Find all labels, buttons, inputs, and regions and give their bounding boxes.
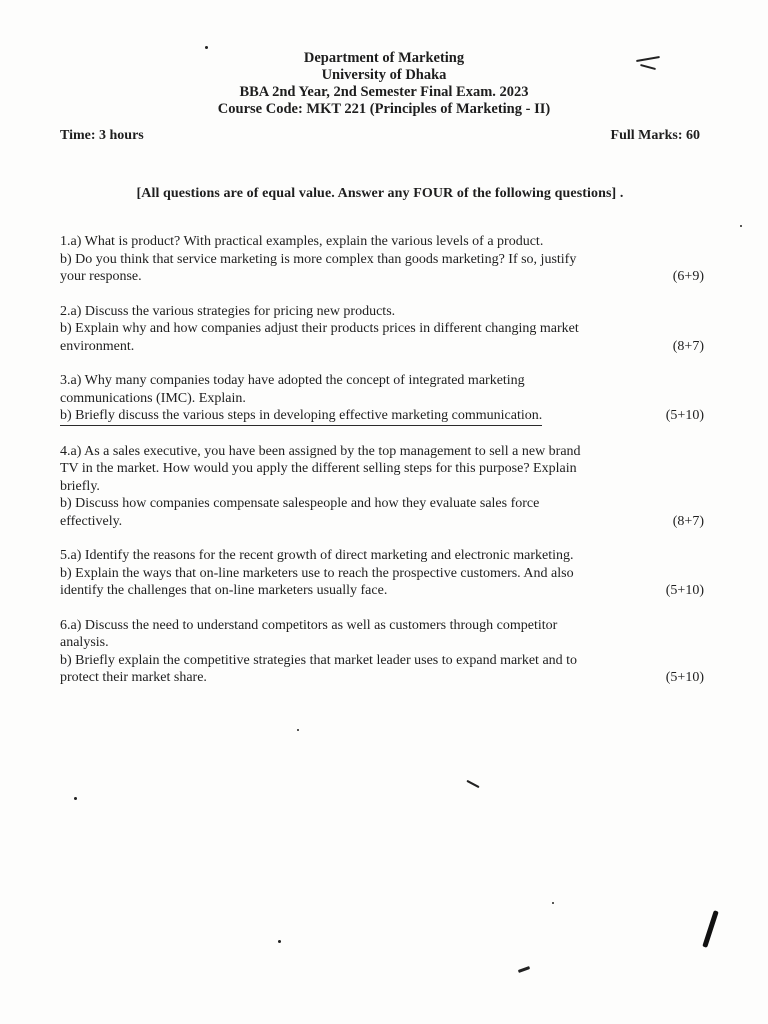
question-line: b) Do you think that service marketing is more complex than goods marketing? If so, justify [60, 251, 577, 267]
question-marks: (6+9) [672, 269, 704, 284]
exam-time: Time: 3 hours [60, 128, 144, 143]
question-6 [60, 617, 704, 687]
question-line: 5.a) Identify the reasons for the recent growth of direct marketing and electronic marketing. [60, 548, 574, 563]
question-1 [60, 233, 704, 286]
scan-speck [297, 729, 299, 731]
question-line: b) Briefly discuss the various steps in developing effective marketing communication. [60, 407, 542, 426]
scan-speck [740, 225, 742, 227]
question-4 [60, 443, 704, 531]
scan-speck [278, 940, 281, 943]
question-3 [60, 372, 704, 426]
question-line: protect their market share. [60, 670, 207, 685]
question-marks: (5+10) [665, 670, 704, 685]
course-code: Course Code: MKT 221 (Principles of Marketing - II) [217, 101, 551, 117]
question-line: effectively. [60, 513, 123, 529]
question-last-row [60, 407, 704, 426]
scan-speck [205, 46, 208, 49]
question-5 [60, 547, 704, 600]
question-line: 6.a) Discuss the need to understand competitors as well as customers through competitor [60, 617, 558, 633]
question-line: identify the challenges that on-line marketers usually face. [60, 583, 388, 598]
question-line: 3.a) Why many companies today have adopted the concept of integrated marketing [60, 373, 525, 388]
question-marks: (8+7) [672, 338, 704, 354]
exam-header [0, 50, 768, 118]
question-line: your response. [60, 269, 142, 284]
question-marks: (8+7) [672, 513, 704, 529]
pen-stroke-mark [702, 910, 718, 948]
question-line: 4.a) As a sales executive, you have been assigned by the top management to sell a new brand [60, 443, 581, 459]
question-line: briefly. [60, 478, 100, 494]
department-name: Department of Marketing [303, 50, 465, 66]
question-line: communications (IMC). Explain. [60, 390, 246, 406]
question-last-row [60, 582, 704, 600]
full-marks: Full Marks: 60 [610, 128, 700, 143]
question-line: 1.a) What is product? With practical examples, explain the various levels of a product. [60, 234, 544, 249]
question-line: environment. [60, 338, 135, 354]
exam-title: BBA 2nd Year, 2nd Semester Final Exam. 2023 [239, 84, 529, 100]
question-line: analysis. [60, 635, 109, 650]
question-marks: (5+10) [665, 408, 704, 423]
exam-instruction: [All questions are of equal value. Answer any FOUR of the following questions] . [136, 186, 624, 201]
scan-speck [74, 797, 77, 800]
question-last-row [60, 669, 704, 687]
university-name: University of Dhaka [321, 67, 447, 83]
question-line: b) Explain the ways that on-line marketers use to reach the prospective customers. And also [60, 565, 574, 581]
question-line: b) Discuss how companies compensate salespeople and how they evaluate sales force [60, 496, 540, 511]
question-line: TV in the market. How would you apply the different selling steps for this purpose? Explain [60, 461, 577, 476]
question-last-row [60, 268, 704, 286]
scan-speck [466, 780, 479, 788]
question-line: b) Explain why and how companies adjust their products prices in different changing market [60, 321, 579, 336]
question-marks: (5+10) [665, 583, 704, 598]
question-line: 2.a) Discuss the various strategies for pricing new products. [60, 303, 396, 319]
question-last-row [60, 513, 704, 531]
scan-speck [552, 902, 554, 904]
question-line: b) Briefly explain the competitive strategies that market leader uses to expand market and to [60, 652, 578, 668]
question-last-row [60, 338, 704, 356]
question-list [60, 233, 704, 704]
scan-speck [518, 966, 530, 973]
question-2 [60, 303, 704, 356]
